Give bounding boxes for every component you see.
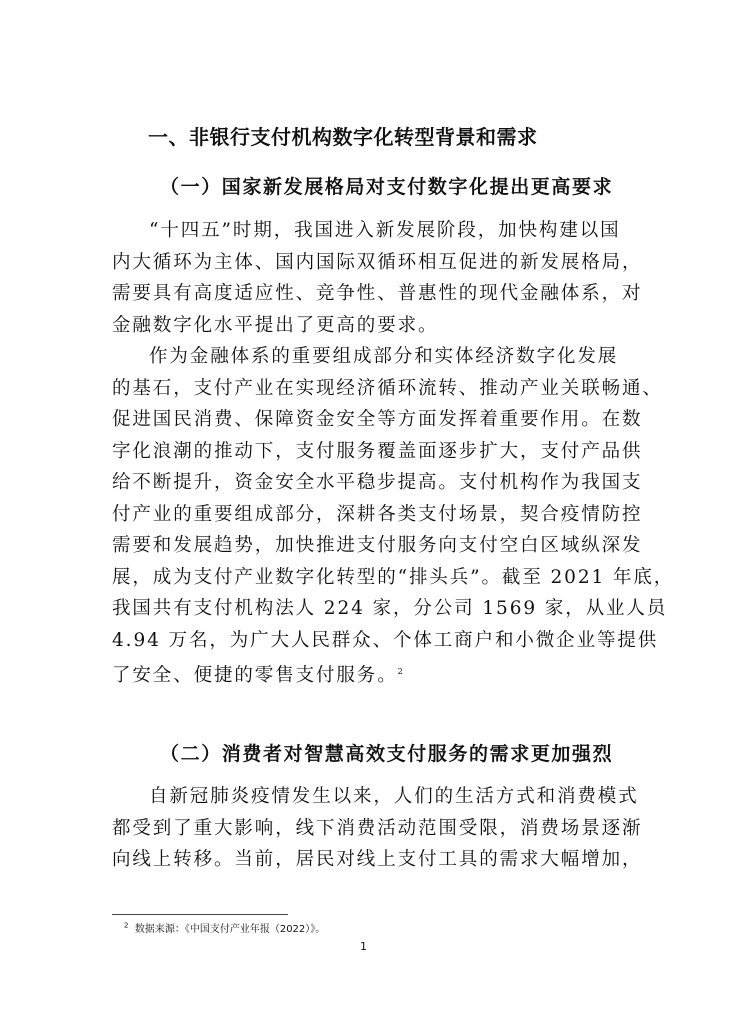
text-line: 4.94 万名，为广大人民群众、个体工商户和小微企业等提供 bbox=[112, 629, 659, 651]
footnote-separator bbox=[112, 914, 288, 915]
chapter-heading: 一、非银行支付机构数字化转型背景和需求 bbox=[148, 125, 538, 149]
footnote bbox=[124, 920, 325, 935]
text-line: 促进国民消费、保障资金安全等方面发挥着重要作用。在数 bbox=[112, 409, 643, 430]
text-line: 需要具有高度适应性、竞争性、普惠性的现代金融体系，对 bbox=[112, 283, 643, 304]
section2-paragraph-1 bbox=[112, 781, 643, 876]
text-line: 向线上转移。当前，居民对线上支付工具的需求大幅增加， bbox=[112, 849, 643, 870]
text-line: 都受到了重大影响，线下消费活动范围受限，消费场景逐渐 bbox=[112, 817, 643, 839]
footnote-reference[interactable]: 2 bbox=[397, 667, 403, 676]
page-number: 1 bbox=[360, 940, 367, 953]
text-line: 的基石，支付产业在实现经济循环流转、推动产业关联畅通、 bbox=[112, 377, 663, 399]
text-line: 付产业的重要组成部分，深耕各类支付场景，契合疫情防控 bbox=[112, 503, 643, 525]
text-line: 金融数字化水平提出了更高的要求。 bbox=[112, 314, 439, 336]
text-line: 给不断提升，资金安全水平稳步提高。支付机构作为我国支 bbox=[112, 472, 643, 493]
text-line: “十四五”时期，我国进入新发展阶段，加快构建以国 bbox=[149, 220, 621, 241]
footnote-text: 数据来源：《中国支付产业年报（2022）》。 bbox=[134, 924, 326, 935]
section1-paragraph-1 bbox=[112, 215, 643, 341]
text-line: 内大循环为主体、国内国际双循环相互促进的新发展格局， bbox=[112, 251, 643, 273]
section1-paragraph-2 bbox=[112, 341, 675, 692]
text-line-content: 了安全、便捷的零售支付服务。 bbox=[112, 665, 398, 687]
text-line: 展，成为支付产业数字化转型的“排头兵”。截至 2021 年底， bbox=[112, 566, 675, 588]
text-line: 作为金融体系的重要组成部分和实体经济数字化发展 bbox=[149, 346, 619, 367]
text-line: 需要和发展趋势，加快推进支付服务向支付空白区域纵深发 bbox=[112, 535, 643, 556]
section-heading-1: （一）国家新发展格局对支付数字化提出更高要求 bbox=[160, 176, 614, 198]
text-line: 我国共有支付机构法人 224 家，分公司 1569 家，从业人员 bbox=[112, 598, 668, 619]
text-line: 自新冠肺炎疫情发生以来，人们的生活方式和消费模式 bbox=[149, 786, 639, 807]
text-line bbox=[112, 656, 617, 692]
text-line: 字化浪潮的推动下，支付服务覆盖面逐步扩大，支付产品供 bbox=[112, 440, 643, 462]
footnote-marker: 2 bbox=[124, 921, 129, 930]
section-heading-2: （二）消费者对智慧高效支付服务的需求更加强烈 bbox=[160, 743, 614, 765]
